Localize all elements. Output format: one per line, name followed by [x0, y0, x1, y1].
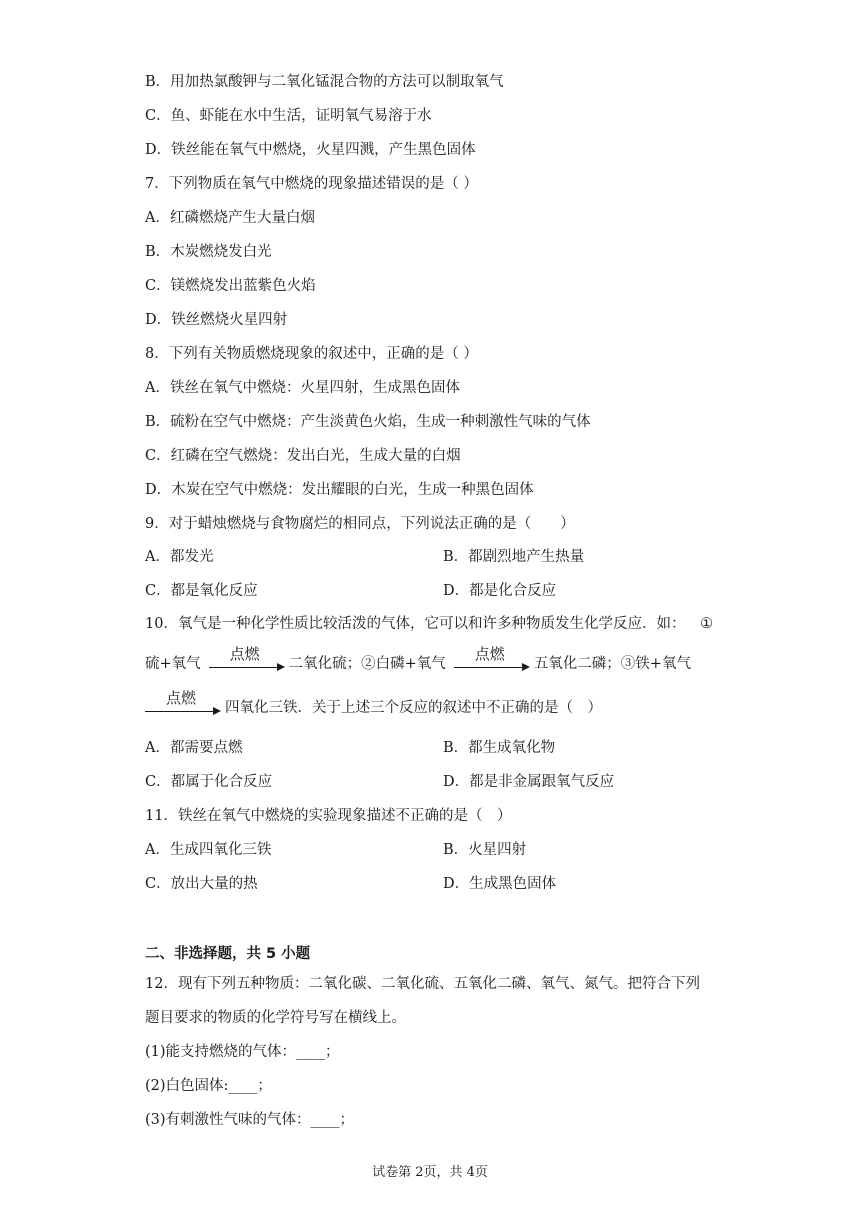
- q6-option-d: D．铁丝能在氧气中燃烧，火星四溅，产生黑色固体: [145, 142, 476, 158]
- q12-part-2: (2)白色固体:____；: [145, 1078, 272, 1094]
- q8-option-d: D．木炭在空气中燃烧：发出耀眼的白光，生成一种黑色固体: [145, 482, 534, 498]
- q12-part-3: (3)有刺激性气味的气体：____；: [145, 1112, 355, 1128]
- q10-eq2-right: 五氧化二磷；③铁+氧气: [533, 656, 691, 672]
- q7-stem: 7．下列物质在氧气中燃烧的现象描述错误的是（ ）: [145, 176, 478, 192]
- q11-option-c: C．放出大量的热: [145, 876, 258, 892]
- reaction-condition: 点燃: [474, 645, 505, 663]
- q12-stem-line2: 题目要求的物质的化学符号写在横线上。: [145, 1010, 406, 1026]
- q10-equation-line-2: [141, 689, 602, 718]
- q10-option-c: C．都属于化合反应: [145, 774, 273, 790]
- q10-equation-line: [145, 645, 691, 674]
- q7-option-b: B．木炭燃烧发白光: [145, 244, 272, 260]
- q10-eq3-right: 四氧化三铁．关于上述三个反应的叙述中不正确的是（ ）: [225, 700, 602, 716]
- q9-option-b: B．都剧烈地产生热量: [443, 549, 585, 565]
- page-footer: 试卷第 2页，共 4页: [372, 1165, 488, 1180]
- q9-stem: 9．对于蜡烛燃烧与食物腐烂的相同点，下列说法正确的是（ ）: [145, 516, 575, 532]
- q12-stem-line1: 12．现有下列五种物质：二氧化碳、二氧化硫、五氧化二磷、氧气、氮气。把符合下列: [145, 976, 700, 992]
- q10-option-d: D．都是非金属跟氧气反应: [443, 774, 615, 790]
- q6-option-c: C．鱼、虾能在水中生活，证明氧气易溶于水: [145, 108, 432, 124]
- q7-option-a: A．红磷燃烧产生大量白烟: [145, 210, 315, 226]
- q9-option-a: A．都发光: [145, 549, 214, 565]
- q11-stem: 11．铁丝在氧气中燃烧的实验现象描述不正确的是（ ）: [145, 808, 512, 824]
- q12-part-1: (1)能支持燃烧的气体：____；: [145, 1044, 340, 1060]
- q10-stem-text: 10．氧气是一种化学性质比较活泼的气体，它可以和许多种物质发生化学反应．如：: [145, 616, 686, 632]
- reaction-condition: 点燃: [229, 645, 260, 663]
- q8-option-b: B．硫粉在空气中燃烧：产生淡黄色火焰，生成一种刺激性气味的气体: [145, 414, 591, 430]
- q10-eq1-left: 硫+氧气: [145, 656, 201, 672]
- q10-option-b: B．都生成氧化物: [443, 740, 556, 756]
- reaction-arrow-icon: [205, 645, 285, 674]
- q7-option-d: D．铁丝燃烧火星四射: [145, 312, 288, 328]
- q10-option-a: A．都需要点燃: [145, 740, 243, 756]
- q9-option-c: C．都是氧化反应: [145, 583, 258, 599]
- q10-stem-line1: [145, 614, 685, 634]
- q11-option-a: A．生成四氧化三铁: [145, 842, 272, 858]
- q8-stem: 8．下列有关物质燃烧现象的叙述中，正确的是（ ）: [145, 346, 478, 362]
- section-title: 二、非选择题，共 5 小题: [145, 946, 311, 962]
- q10-circle-1: ①: [700, 616, 713, 632]
- reaction-arrow-icon: [141, 689, 221, 718]
- q6-option-b: B．用加热氯酸钾与二氧化锰混合物的方法可以制取氧气: [145, 74, 504, 90]
- reaction-condition: 点燃: [165, 689, 196, 707]
- reaction-arrow-icon: [450, 645, 530, 674]
- q8-option-c: C．红磷在空气燃烧：发出白光，生成大量的白烟: [145, 448, 461, 464]
- q11-option-d: D．生成黑色固体: [443, 876, 557, 892]
- q8-option-a: A．铁丝在氧气中燃烧：火星四射，生成黑色固体: [145, 380, 460, 396]
- q9-option-d: D．都是化合反应: [443, 583, 557, 599]
- q10-eq1-right: 二氧化硫；②白磷+氧气: [288, 656, 446, 672]
- q7-option-c: C．镁燃烧发出蓝紫色火焰: [145, 278, 316, 294]
- q11-option-b: B．火星四射: [443, 842, 527, 858]
